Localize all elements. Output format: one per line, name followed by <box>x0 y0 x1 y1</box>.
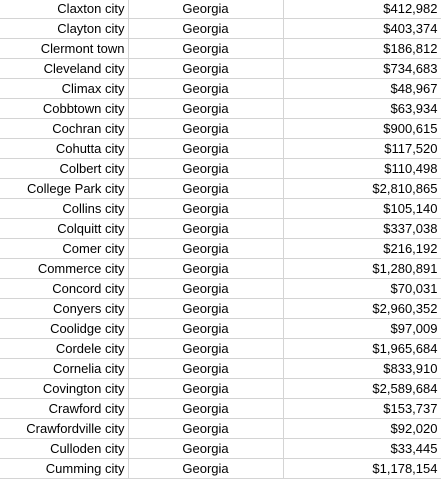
amount-cell[interactable]: $110,498 <box>283 159 441 179</box>
table-row <box>0 299 441 319</box>
table-row <box>0 239 441 259</box>
table-row <box>0 279 441 299</box>
state-cell[interactable]: Georgia <box>128 439 283 459</box>
state-cell[interactable]: Georgia <box>128 119 283 139</box>
amount-cell[interactable]: $1,280,891 <box>283 259 441 279</box>
amount-cell[interactable]: $48,967 <box>283 79 441 99</box>
city-cell[interactable]: Cordele city <box>0 339 128 359</box>
city-cell[interactable]: Crawford city <box>0 399 128 419</box>
amount-cell[interactable]: $2,589,684 <box>283 379 441 399</box>
city-cell[interactable]: Colquitt city <box>0 219 128 239</box>
city-cell[interactable]: Cochran city <box>0 119 128 139</box>
table-row <box>0 139 441 159</box>
table-row <box>0 119 441 139</box>
table-row <box>0 39 441 59</box>
state-cell[interactable]: Georgia <box>128 159 283 179</box>
city-cell[interactable]: Covington city <box>0 379 128 399</box>
city-cell[interactable]: Clayton city <box>0 19 128 39</box>
amount-cell[interactable]: $216,192 <box>283 239 441 259</box>
state-cell[interactable]: Georgia <box>128 279 283 299</box>
table-row <box>0 99 441 119</box>
table-row <box>0 19 441 39</box>
amount-cell[interactable]: $2,810,865 <box>283 179 441 199</box>
amount-cell[interactable]: $33,445 <box>283 439 441 459</box>
state-cell[interactable]: Georgia <box>128 459 283 479</box>
state-cell[interactable]: Georgia <box>128 399 283 419</box>
table-row <box>0 319 441 339</box>
state-cell[interactable]: Georgia <box>128 19 283 39</box>
table-row <box>0 379 441 399</box>
state-cell[interactable]: Georgia <box>128 39 283 59</box>
state-cell[interactable]: Georgia <box>128 59 283 79</box>
amount-cell[interactable]: $337,038 <box>283 219 441 239</box>
city-cell[interactable]: Cohutta city <box>0 139 128 159</box>
table-row <box>0 179 441 199</box>
amount-cell[interactable]: $734,683 <box>283 59 441 79</box>
city-cell[interactable]: Conyers city <box>0 299 128 319</box>
table-row <box>0 159 441 179</box>
table-row <box>0 459 441 479</box>
state-cell[interactable]: Georgia <box>128 139 283 159</box>
city-cell[interactable]: Crawfordville city <box>0 419 128 439</box>
city-cell[interactable]: Cobbtown city <box>0 99 128 119</box>
city-cell[interactable]: Cornelia city <box>0 359 128 379</box>
amount-cell[interactable]: $412,982 <box>283 0 441 19</box>
state-cell[interactable]: Georgia <box>128 299 283 319</box>
amount-cell[interactable]: $63,934 <box>283 99 441 119</box>
city-cell[interactable]: Comer city <box>0 239 128 259</box>
city-cell[interactable]: Cumming city <box>0 459 128 479</box>
amount-cell[interactable]: $1,965,684 <box>283 339 441 359</box>
table-row <box>0 419 441 439</box>
amount-cell[interactable]: $186,812 <box>283 39 441 59</box>
table-row <box>0 59 441 79</box>
amount-cell[interactable]: $2,960,352 <box>283 299 441 319</box>
table-row <box>0 0 441 19</box>
amount-cell[interactable]: $92,020 <box>283 419 441 439</box>
city-cell[interactable]: Culloden city <box>0 439 128 459</box>
city-cell[interactable]: College Park city <box>0 179 128 199</box>
amount-cell[interactable]: $97,009 <box>283 319 441 339</box>
table-row <box>0 399 441 419</box>
table-row <box>0 359 441 379</box>
table-row <box>0 259 441 279</box>
state-cell[interactable]: Georgia <box>128 379 283 399</box>
state-cell[interactable]: Georgia <box>128 419 283 439</box>
city-cell[interactable]: Collins city <box>0 199 128 219</box>
city-cell[interactable]: Coolidge city <box>0 319 128 339</box>
city-cell[interactable]: Colbert city <box>0 159 128 179</box>
amount-cell[interactable]: $403,374 <box>283 19 441 39</box>
state-cell[interactable]: Georgia <box>128 339 283 359</box>
state-cell[interactable]: Georgia <box>128 239 283 259</box>
table-row <box>0 79 441 99</box>
city-cell[interactable]: Commerce city <box>0 259 128 279</box>
amount-cell[interactable]: $833,910 <box>283 359 441 379</box>
amount-cell[interactable]: $105,140 <box>283 199 441 219</box>
amount-cell[interactable]: $153,737 <box>283 399 441 419</box>
city-cell[interactable]: Concord city <box>0 279 128 299</box>
amount-cell[interactable]: $70,031 <box>283 279 441 299</box>
table-row <box>0 199 441 219</box>
city-cell[interactable]: Claxton city <box>0 0 128 19</box>
state-cell[interactable]: Georgia <box>128 259 283 279</box>
amount-cell[interactable]: $900,615 <box>283 119 441 139</box>
amount-cell[interactable]: $117,520 <box>283 139 441 159</box>
table-row <box>0 439 441 459</box>
city-cell[interactable]: Cleveland city <box>0 59 128 79</box>
table-row <box>0 339 441 359</box>
state-cell[interactable]: Georgia <box>128 199 283 219</box>
state-cell[interactable]: Georgia <box>128 99 283 119</box>
state-cell[interactable]: Georgia <box>128 0 283 19</box>
state-cell[interactable]: Georgia <box>128 79 283 99</box>
state-cell[interactable]: Georgia <box>128 219 283 239</box>
table-row <box>0 219 441 239</box>
city-cell[interactable]: Climax city <box>0 79 128 99</box>
city-cell[interactable]: Clermont town <box>0 39 128 59</box>
state-cell[interactable]: Georgia <box>128 179 283 199</box>
amount-cell[interactable]: $1,178,154 <box>283 459 441 479</box>
state-cell[interactable]: Georgia <box>128 319 283 339</box>
state-cell[interactable]: Georgia <box>128 359 283 379</box>
